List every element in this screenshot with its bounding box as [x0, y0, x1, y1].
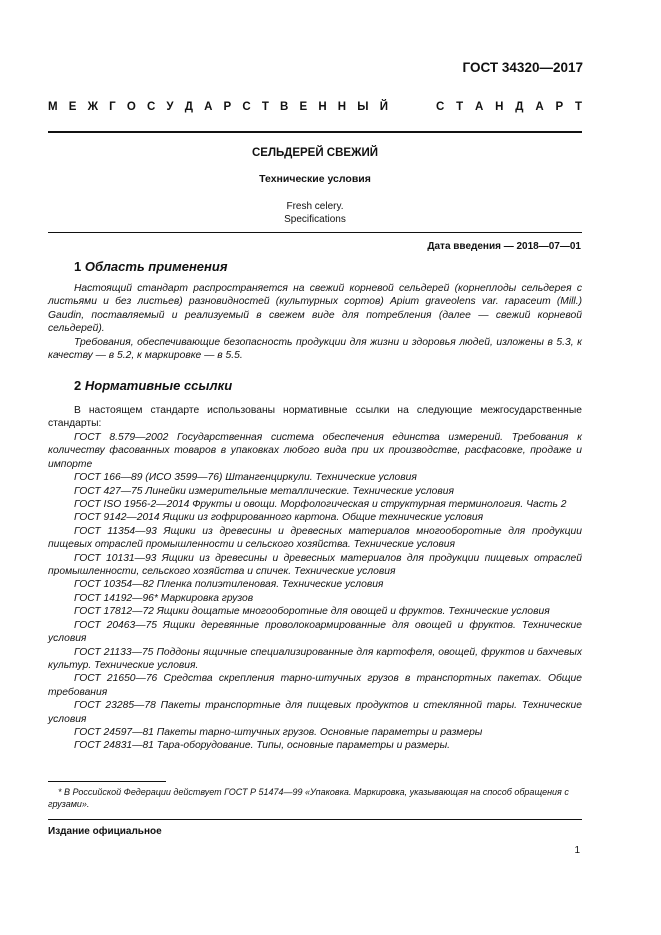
introduction-date: Дата введения — 2018—07—01: [427, 241, 581, 252]
section-1-paragraph-2: [48, 336, 582, 363]
document-subtitle: Технические условия: [259, 173, 371, 185]
reference-item: ГОСТ 23285—78 Пакеты транспортные для пищевых продуктов и стеклянной тары. Технические условия: [48, 700, 582, 725]
english-title-line-1: Fresh celery.: [286, 201, 344, 212]
section-2-intro-text: В настоящем стандарте использованы нормативные ссылки на следующие межгосударственные стандарты:: [48, 405, 582, 430]
reference-item: ГОСТ 8.579—2002 Государственная система обеспечения единства измерений. Требования к количеству фасованных товаров в упаковках любого вида при их производстве, расфасовке, продаже и импорте: [48, 432, 582, 470]
section-1-number: 1: [74, 259, 82, 274]
section-2-number: 2: [74, 378, 82, 393]
reference-item: ГОСТ 21133—75 Поддоны ящичные специализированные для картофеля, овощей, фруктов и бахчевых культур. Технические условия.: [48, 646, 582, 671]
section-1-title: Область применения: [84, 259, 228, 274]
reference-item: ГОСТ 427—75 Линейки измерительные металлические. Технические условия: [74, 485, 454, 497]
reference-item: ГОСТ 20463—75 Ящики деревянные проволокоармированные для овощей и фруктов. Технические условия: [48, 619, 582, 645]
section-1-heading: [74, 259, 228, 274]
section-1-paragraph-1: [48, 282, 582, 336]
section-2-title: Нормативные ссылки: [84, 378, 233, 393]
document-title: СЕЛЬДЕРЕЙ СВЕЖИЙ: [251, 147, 379, 159]
reference-item: ГОСТ ISO 1956-2—2014 Фрукты и овощи. Морфологическая и структурная терминология. Часть 2: [74, 499, 567, 511]
reference-item: ГОСТ 14192—96* Маркировка грузов: [74, 592, 254, 604]
reference-item: ГОСТ 10354—82 Пленка полиэтиленовая. Технические условия: [74, 579, 384, 591]
reference-item: ГОСТ 24831—81 Тара-оборудование. Типы, основные параметры и размеры.: [74, 740, 451, 752]
section-1-p2-text: Требования, обеспечивающие безопасность продукции для жизни и здоровья людей, изложены в 5.3, к качеству — в 5.2, к маркировке — в 5.5.: [48, 337, 582, 362]
reference-item: ГОСТ 9142—2014 Ящики из гофрированного картона. Общие технические условия: [74, 512, 484, 524]
footnote-rule: [48, 781, 166, 782]
english-title-line-2: Specifications: [284, 214, 346, 225]
page-number: 1: [574, 845, 580, 856]
reference-item: ГОСТ 166—89 (ИСО 3599—76) Штангенциркули. Технические условия: [74, 472, 417, 484]
standard-banner: [48, 101, 582, 113]
section-2-intro: [48, 404, 582, 431]
header-rule: [48, 131, 582, 133]
banner-word-2: С Т А Н Д А Р Т: [436, 101, 582, 113]
gost-number: ГОСТ 34320—2017: [462, 60, 583, 75]
title-rule: [48, 232, 582, 233]
banner-word-1: М Е Ж Г О С У Д А Р С Т В Е Н Н Ы Й: [48, 101, 388, 113]
section-2-heading: [74, 378, 232, 393]
reference-list: [48, 431, 582, 753]
reference-item: ГОСТ 21650—76 Средства скрепления тарно-штучных грузов в транспортных пакетах. Общие требования: [48, 673, 582, 698]
reference-item: ГОСТ 10131—93 Ящики из древесины и древесных материалов для продукции пищевых отраслей промышленности, сельского хозяйства и спичек. Технические условия: [48, 552, 582, 578]
edition-rule: [48, 819, 582, 820]
english-title: [48, 200, 582, 226]
reference-item: ГОСТ 11354—93 Ящики из древесины и древесных материалов многооборотные для продукции пищевых отраслей промышленности и сельского хозяйства. Технические условия: [48, 525, 582, 551]
reference-item: ГОСТ 24597—81 Пакеты тарно-штучных грузов. Основные параметры и размеры: [74, 726, 483, 738]
footnote: [48, 786, 582, 810]
section-1-p1-text: Настоящий стандарт распространяется на свежий корневой сельдерей (корнеплоды сельдерея с листьями и без листьев) разновидностей (культурных сортов) Apium graveolens var. rapaceum (Mill.) Gaudin, поставляемый и реализуемый в свежем виде для потребления (далее — свежий корневой сельдерей).: [48, 283, 582, 335]
edition-label: Издание официальное: [48, 826, 162, 837]
footnote-text: * В Российской Федерации действует ГОСТ Р 51474—99 «Упаковка. Маркировка, указывающая на способ обращения с грузами».: [48, 787, 569, 809]
reference-item: ГОСТ 17812—72 Ящики дощатые многооборотные для овощей и фруктов. Технические условия: [74, 606, 550, 618]
